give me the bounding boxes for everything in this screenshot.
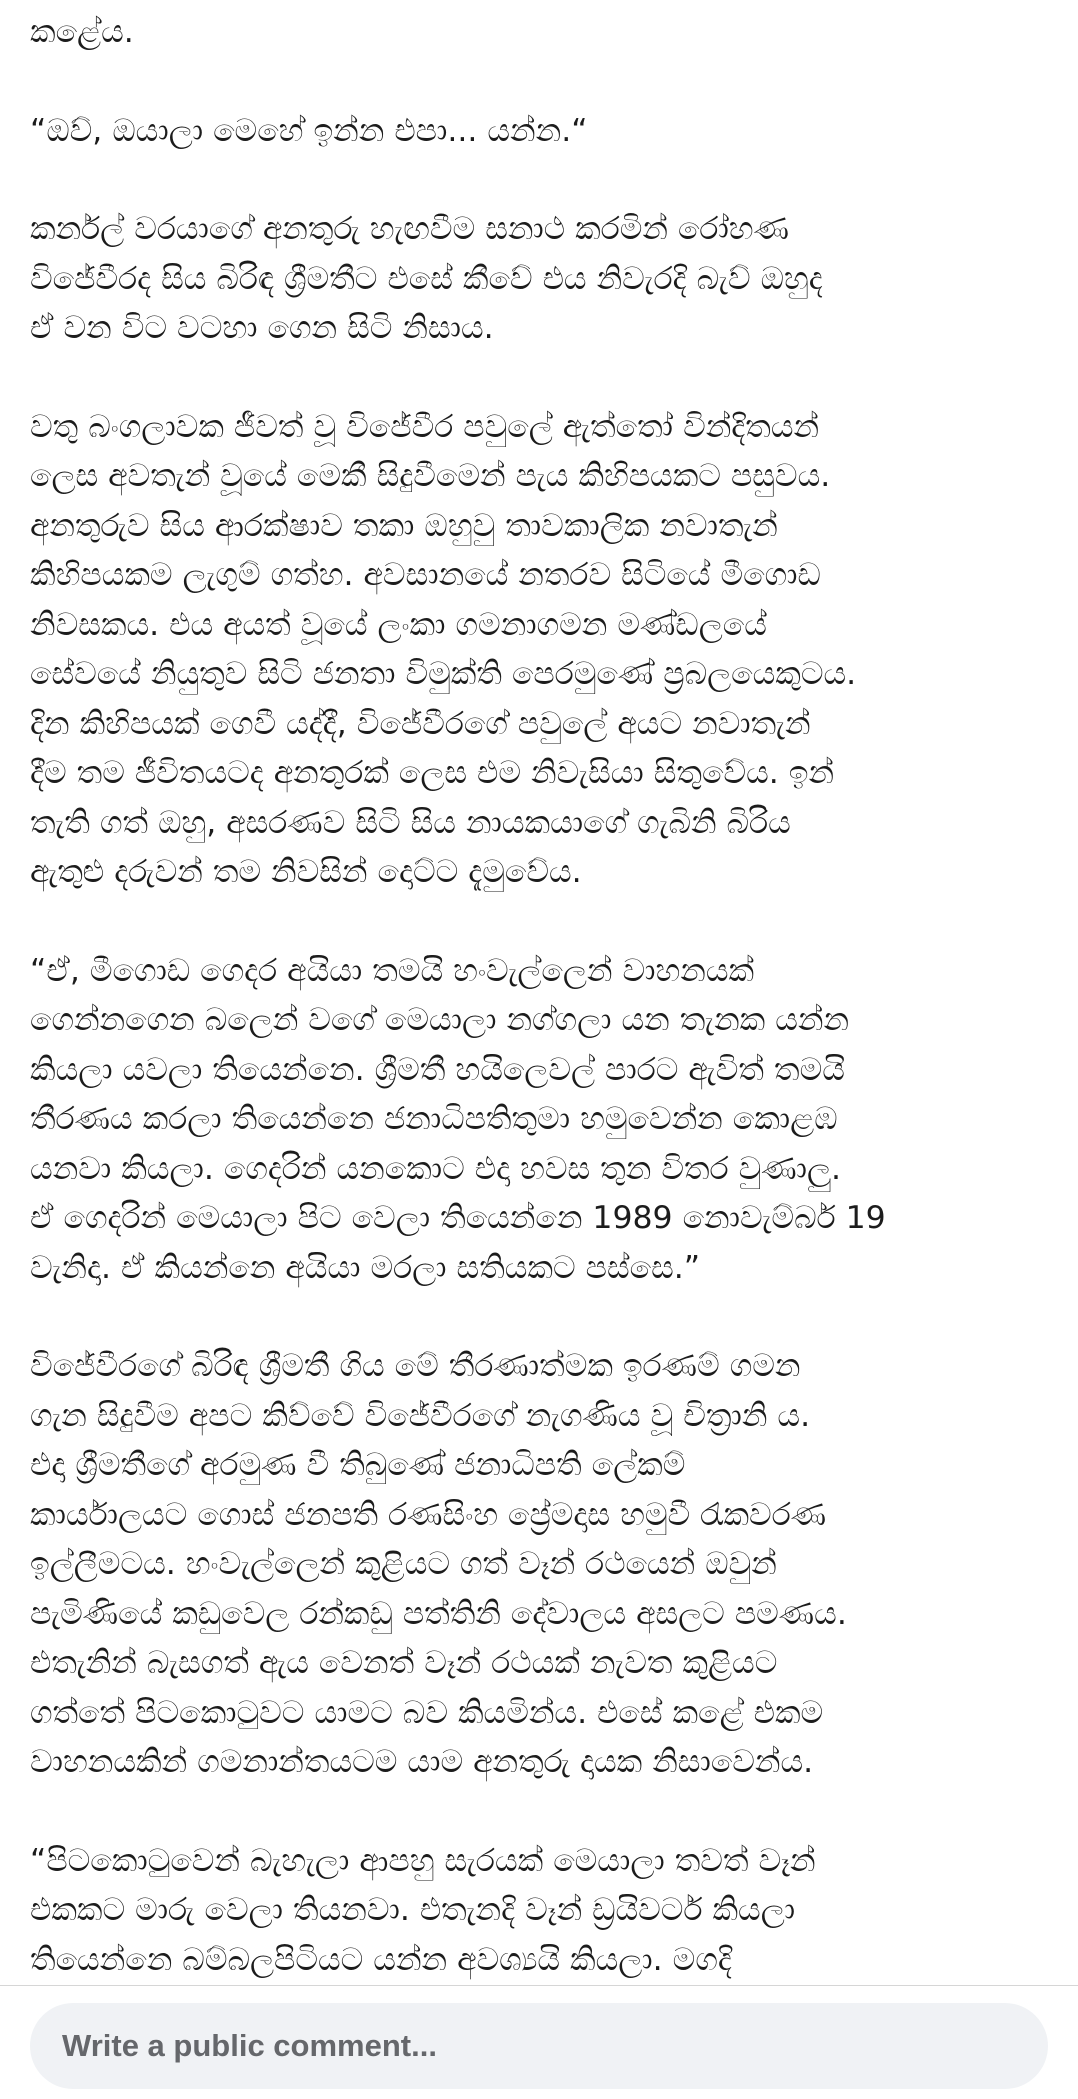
article-paragraph: කළේය. bbox=[30, 14, 134, 50]
article-paragraph: “පිටකොටුවෙන් බැහැලා ආපහු සැරයක් මෙයාලා තවත් වෑන් එකකට මාරු වෙලා තියනවා. එතැනදි වෑන් ඩ්‍රයිවර්ට කියලා තියෙන්නෙ බම්බලපිටියට යන්න අවශ්‍යයි කියලා. මගදි bbox=[30, 1842, 816, 1978]
article-paragraph: “ඒ, මීගොඩ ගෙදර අයියා තමයි හංවැල්ලෙන් වාහනයක් ගෙන්නගෙන බලෙන් වගේ මෙයාලා නග්ගලා යන තැනක යන්න කියලා යවලා තියෙන්නෙ. ශ්‍රීමතී හයිලෙවල් පාරට ඇවිත් තමයි තීරණය කරලා තියෙන්නෙ ජනාධිපතිතුමා හමුවෙන්න කොළඹ යනවා කියලා. ගෙදරින් යනකොට එදා හවස තුන විතර වුණාලු. ඒ ගෙදරින් මෙයාලා පිට වෙලා තියෙන්නෙ 1989 නොවැම්බර් 19 වැනිදා. ඒ කියන්නෙ අයියා මරලා සතියකට පස්සෙ.” bbox=[30, 952, 886, 1286]
article-paragraph: “ඔව්, ඔයාලා මෙහේ ඉන්න එපා... යන්න.“ bbox=[30, 112, 588, 149]
comment-composer-bar bbox=[0, 1985, 1078, 2099]
article-paragraph: කර්නල් වරයාගේ අනතුරු හැඟවීම සනාථ කරමින් රෝහණ විජේවීරද සිය බිරිඳ ශ්‍රීමතීට එසේ කීවේ එය නිවැරදි බැව් ඔහුද ඒ වන විට වටහා ගෙන සිටි නිසාය. bbox=[30, 211, 823, 346]
public-comment-input[interactable] bbox=[30, 2003, 1048, 2089]
article-paragraph: වතු බංගලාවක ජීවත් වූ විජේවීර පවුලේ ඇත්තෝ වින්දිතයන් ලෙස අවතැන් වූයේ මෙකී සිදුවීමෙන් පැය කිහිපයකට පසුවය. අනතුරුව සිය ආරක්ෂාව තකා ඔහුවු තාවකාලික නවාතැන් කිහිපයකම ලැගුම් ගත්හ. අවසානයේ නතරව සිටියේ මීගොඩ නිවසකය. එය අයත් වූයේ ලංකා ගමනාගමන මණ්ඩලයේ සේවයේ නියුතුව සිටි ජනතා විමුක්ති පෙරමුණේ ප්‍රබලයෙකුටය. දින කිහිපයක් ගෙවී යද්දී, විජේවීරගේ පවුලේ අයට නවාතැන් දීම තම ජීවිතයටද අනතුරක් ලෙස එම නිවැසියා සිතුවේය. ඉන් තැති ගත් ඔහු, අසරණව සිටි සිය නායකයාගේ ගැබිනි බිරිය ඇතුළු දරුවන් තම නිවසින් දොට්ට දැමුවේය. bbox=[30, 408, 857, 890]
article-body bbox=[30, 0, 1060, 2084]
article-paragraph: විජේවීරගේ බිරිඳ ශ්‍රීමතී ගිය මේ තීරණාත්මක ඉරණම් ගමන ගැන සිදුවීම අපට කිව්වේ විජේවීරගේ නැගණිය වූ චිත්‍රානි ය. එදා ශ්‍රීමතීගේ අරමුණ වී තිබුණේ ජනාධිපති ලේකම් කාර්යාලයට ගොස් ජනපති රණසිංහ ප්‍රේමදාස හමුවී රැකවරණ ඉල්ලීමටය. හංවැල්ලෙන් කුළියට ගත් වෑන් රථයෙන් ඔවුන් පැමිණියේ කඩුවෙල රන්කඩු පත්තිනි දේවාලය අසලට පමණය. එතැනින් බැසගත් ඇය වෙනත් වෑන් රථයක් නැවත කුළියට ගත්තේ පිටකොටුවට යාමට බව කියමින්ය. එසේ කළේ එකම වාහනයකින් ගමනාන්තයටම යාම අනතුරු දායක නිසාවෙන්ය. bbox=[30, 1348, 847, 1780]
comment-placeholder: Write a public comment... bbox=[62, 2028, 437, 2063]
